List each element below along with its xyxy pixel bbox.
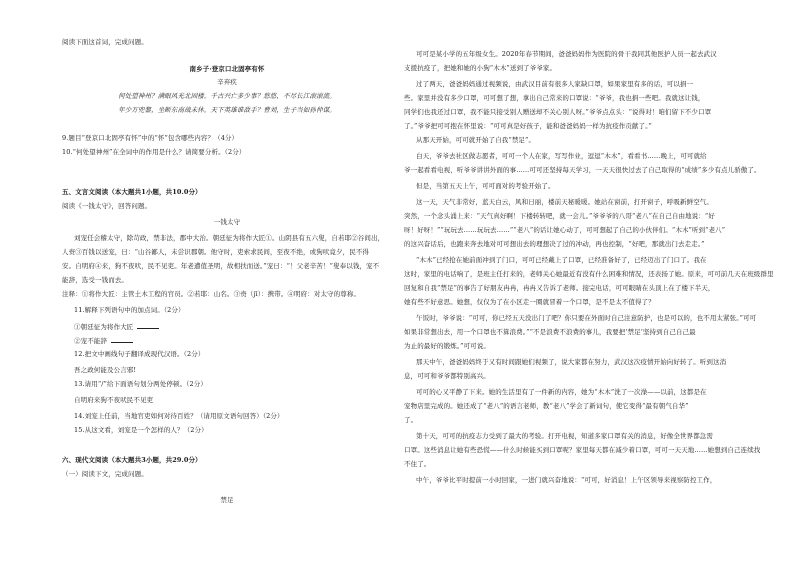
story-line-24: 可可的心又平静了下来。她的生活里有了一件新的内容，她为“木木”洗了一次澡——以前，这都是在 xyxy=(416,388,707,396)
question-11: 11.解释下列语句中的加点词。（2分） xyxy=(74,306,185,314)
story-line-9: 爷一起看看电视，听爷爷讲讲外面的事……可可还坚持每天学习，一天天很快过去了自己取得的“成绩”多少有点儿骄傲了。 xyxy=(404,166,761,174)
story-line-7: 从那天开始，可可就开始了自我“禁足”。 xyxy=(416,136,536,144)
story-line-29: 不住了。 xyxy=(404,460,431,468)
story-line-21: 为止的最好的锻炼。”可可说。 xyxy=(404,342,490,350)
question-12: 12.把文中画线句子翻译成现代汉语。（2分） xyxy=(74,350,205,358)
question-9: 9.题目“登京口北固亭有怀”中的“怀”包含哪些内容？（4分） xyxy=(62,134,239,142)
question-13-sentence: 自明府来狗不夜吠民不见吏 xyxy=(74,396,154,404)
story-line-27: 第十天，可可的抗疫志力受到了最大的考验。打开电视，知道多家口罩有关的消息，好像全世界都急需 xyxy=(416,432,713,440)
question-13: 13.请用“/”给下面语句划分两处停顿。（2分） xyxy=(74,380,207,388)
poem-author: 辛弃疾 xyxy=(217,78,237,86)
question-12-sentence: 吾之政何能及公言邪! xyxy=(74,366,137,374)
story-line-2: 支援抗疫了，把她和她的小狗“木木”送到了爷爷家。 xyxy=(404,64,557,72)
story-line-14: 的这兴奋话后，也跑来奔去地对可可想出去的理想决了过的冲动，再也控制，“好吧，那就出门去走走。” xyxy=(404,240,705,248)
classical-line-2: 人赍③百钱以送宠，曰：“山谷鄙人，未尝识郡朝。他守时，吏索求民间，至夜不绝，或狗吠竟夕，民不得 xyxy=(62,248,370,256)
story-line-3: 过了两天，爸爸妈妈通过视频说，由武汉目前有很多人家缺口罩，如果家里有多的话，可以捐一 xyxy=(416,80,694,88)
story-line-28: 口罩。这些消息让她有些恐慌——什么时候能买到口罩呢？家里每天都在减少着口罩，可可一天天地……她想到自己连续找 xyxy=(404,446,761,454)
story-line-26: 了。 xyxy=(404,416,418,424)
story-line-10: 但是，当第五天上午，可可面对的考验开始了。 xyxy=(416,182,555,190)
section-5-intro: 阅读《一钱太守》，回答问题。 xyxy=(62,202,152,210)
question-11-b-text: ②宠不能辞 xyxy=(74,337,107,345)
story-line-17: 回复和自我“禁足”的事告了好朋友冉冉，冉冉又告诉了老师。接完电话，可可眼睛在头顶上在了楼下半天， xyxy=(404,284,715,292)
poem-title: 南乡子·登京口北固亭有怀 xyxy=(189,65,265,73)
story-line-30: 中午，爷爷比平时提前一小时回家，一进门就兴奋地说：“可可，好消息！上午区领导来视察防控工作， xyxy=(416,476,717,484)
question-11-a xyxy=(62,322,159,332)
answer-blank-1[interactable] xyxy=(137,322,159,329)
story-line-1: 可可是某小学的五年级女生。2020年春节期间，爸爸妈妈作为医院的骨干我同其他医护人员一起去武汉 xyxy=(416,50,717,58)
story-line-12: 突然，一个念头涌上来：“天气真好啊！下楼转转吧，就一会儿。”爷爷爷的八哥“老八”在自己自由地说：“好 xyxy=(404,212,715,220)
question-11-a-text: ①朝廷征为将作大匠 xyxy=(74,323,134,331)
section-6-sub: （一）阅读下文，完成问题。 xyxy=(62,470,148,478)
classical-line-3: 安。自明府④来，狗不夜吠，民不见吏。年老遭值圣明，故相扶而送。”宠曰：“！父老辛苦！”叟奉以钱，宠不 xyxy=(62,262,380,270)
question-11-b xyxy=(62,336,133,346)
question-10: 10.“何处望神州”在全词中的作用是什么？请简要分析。（2分） xyxy=(62,148,246,156)
story-line-8: 白天，爷爷去社区做志愿者，可可一个人在家，写写作业，逗逗“木木”，看看书……晚上，可可就给 xyxy=(416,152,707,160)
story-line-23: 息，可可和爷爷都特别高兴。 xyxy=(404,372,490,380)
classical-line-4: 能辞，选受一钱而去。 xyxy=(62,276,128,284)
section-6-title: 六、现代文阅读（本大题共3小题，共29.0分） xyxy=(62,456,202,464)
story-line-22: 那天中午，爸爸妈妈终于又有时间跟她们视频了，说大家都在努力，武汉这次疫情开始向好转了。听到这消 xyxy=(416,358,727,366)
story-line-18: 她有些不好意思。她想，仅仅为了在小区走一圈就冒着一个口罩，是不是太不值得了？ xyxy=(404,298,655,306)
classical-notes: 注释：①将作大匠：主管土木工程的官员。②若耶：山名。③赍（jī）：携带。④明府：对太守的尊称。 xyxy=(62,290,361,298)
story-line-19: 午饭时，爷爷说：“可可，你已经五天没出门了吧？你只要在外面时自己注意防护，也是可以的，也不用太紧张。”可可 xyxy=(416,314,757,322)
classical-title: 一钱太守 xyxy=(213,218,241,226)
story-line-25: 宠物店里完成的。她还成了“老八”的语言老师，教“老八”学会了新词句，使它变得“最有朝气自华” xyxy=(404,402,689,410)
reading-intro: 阅读下面这首词，完成问题。 xyxy=(62,38,148,46)
poem-line-1: 何处望神州？满眼风光北固楼。千古兴亡多少事？悠悠，不尽长江滚滚流。 xyxy=(118,92,336,100)
story-line-15: “木木”已经抢在她前面冲到了门口，可可已经戴上了口罩，已经准备好了，已经迈出了门口了。我在 xyxy=(416,256,707,264)
story-line-6: 了。”爷爷把可可抱在怀里说：“可可真是好孩子，能和爸爸妈妈一样为抗疫作贡献了。” xyxy=(404,122,652,130)
story-line-11: 这一天，天气非常好，蓝天白云，风和日丽，楼前天秘暖暖。她站在窗前，打开窗子，呼吸新鲜空气。 xyxy=(416,198,713,206)
poem-line-2: 年少万兜鍪，坐断东南战未休。天下英雄谁敌手？曹刘，生子当如孙仲谋。 xyxy=(118,106,336,114)
story-line-13: 呀！好呀！”“玩玩去……玩玩去……”“老八”的话让她心动了，可可想起了自己的小伙伴们。“木木”听到“老八” xyxy=(404,226,726,234)
question-14: 14.刘宠上任前，当地官吏如何对待百姓？（请用原文语句回答）（2分） xyxy=(74,412,284,420)
story-line-5: 同学们也我还过口罩，我不能只接受别人赠送却不关心别人呀。”爷爷点点头：“说得对！咱们留下不少口罩 xyxy=(404,108,712,116)
story-line-4: 些。家里并没有多少口罩，可可想了想，拿出自己常来的口罩说：“爷爷，我也捐一些吧。我就这让钱， xyxy=(404,94,705,102)
classical-line-1: 刘宠任会稽太守，除苛政，禁非法，郡中大治。朝廷征为将作大匠①。山阴县有五六叟，自若耶②谷间出， xyxy=(74,234,385,242)
section-5-title: 五、文言文阅读（本大题共1小题，共10.0分） xyxy=(62,188,202,196)
question-15: 15.从这文看，刘宠是一个怎样的人？（2分） xyxy=(74,426,208,434)
answer-blank-2[interactable] xyxy=(111,336,133,343)
story-title: 禁足 xyxy=(220,496,234,504)
story-line-16: 这时，家里的电话响了，是班主任打来的，老师关心她最近有没有什么困难和情况，还表扬了她。原来，可可前几天在班级群里 xyxy=(404,270,774,278)
story-line-20: 如果非常想出去，用一个口罩也不算浪费。”“不是浪费不浪费的事儿，我要把‘禁足’坚持到自己自己最 xyxy=(404,328,696,336)
